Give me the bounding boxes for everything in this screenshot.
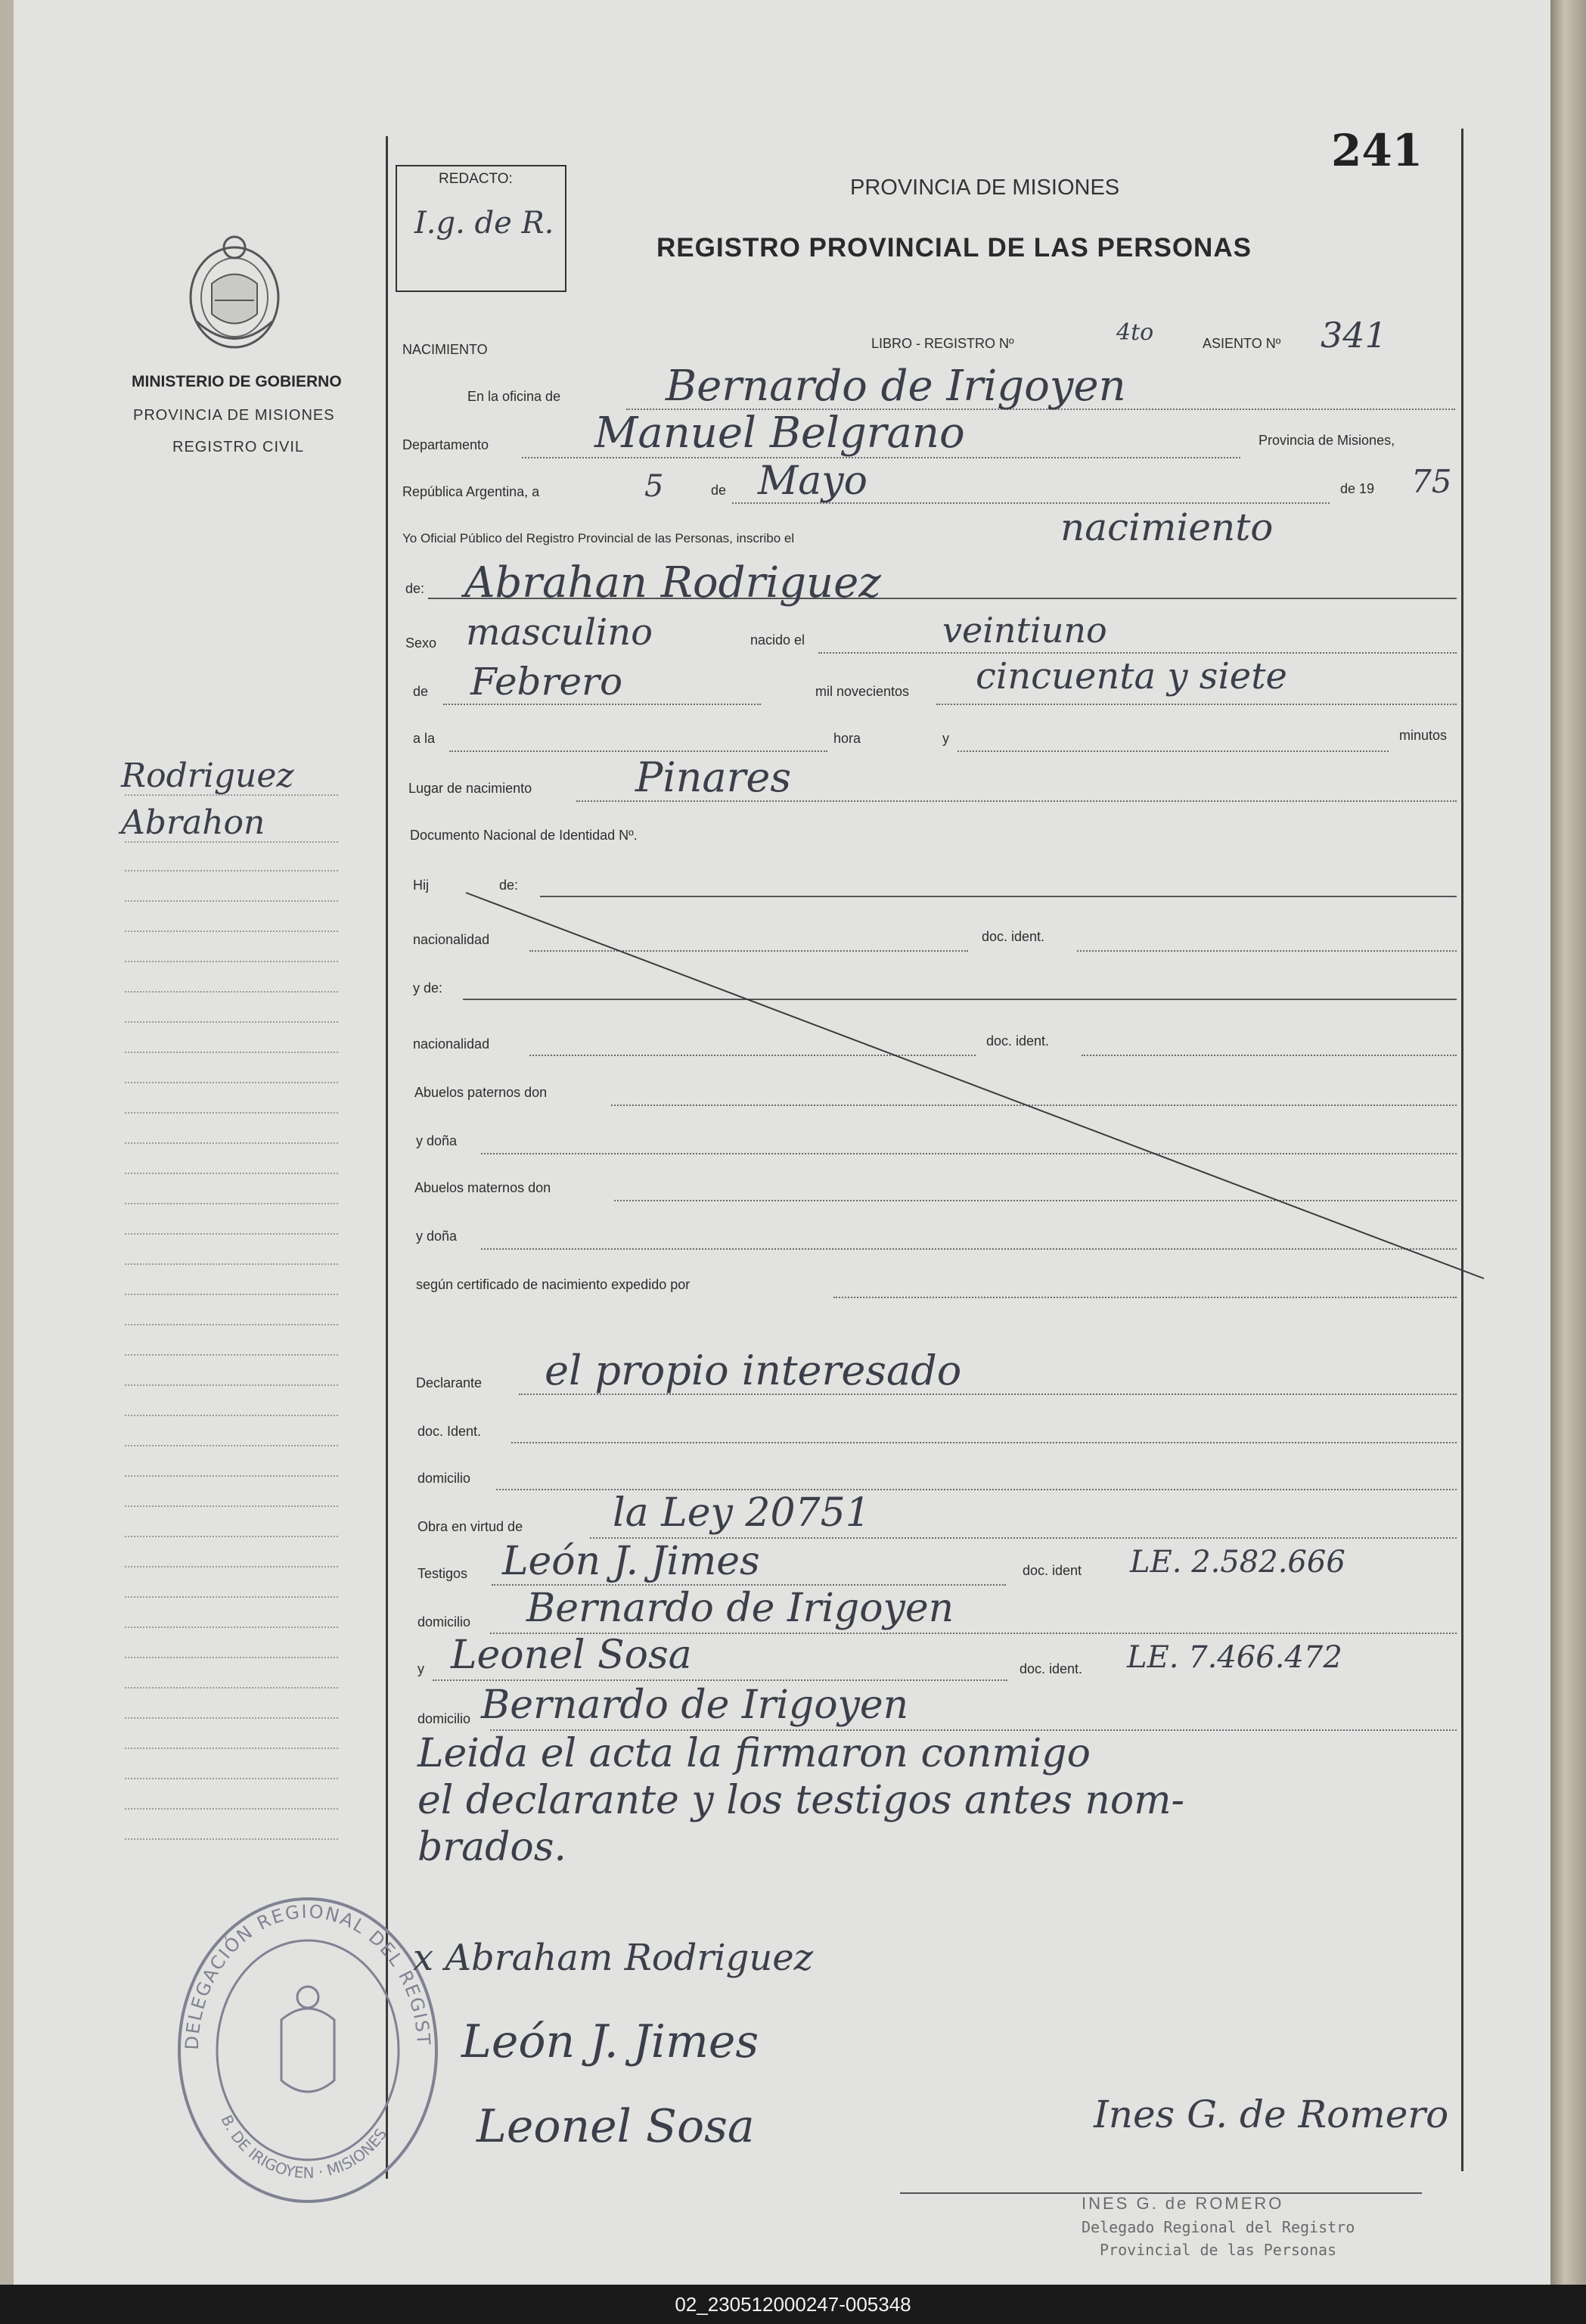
- doc-t2-value: LE. 7.466.472: [1127, 1640, 1342, 1675]
- closing-line-1: Leida el acta la firmaron conmigo: [417, 1731, 1091, 1776]
- redacto-label: REDACTO:: [439, 171, 513, 187]
- ministry-province: PROVINCIA DE MISIONES: [133, 407, 335, 424]
- name-de-label: de:: [405, 581, 425, 596]
- page-number: 241: [1331, 125, 1423, 176]
- signature-testigo2: Leonel Sosa: [476, 2100, 755, 2153]
- obra-value: la Ley 20751: [613, 1490, 871, 1536]
- docident-label: doc. Ident.: [417, 1424, 482, 1439]
- departamento-label: Departamento: [402, 437, 489, 452]
- svg-text:B. DE IRIGOYEN · MISIONES: [217, 2112, 390, 2182]
- y-t2-label: y: [417, 1661, 424, 1676]
- acto-value: nacimiento: [1060, 505, 1274, 549]
- officer-stamp-name: INES G. de ROMERO: [1082, 2194, 1284, 2213]
- dom-t1-value: Bernardo de Irigoyen: [526, 1586, 954, 1631]
- hij-de-label: de:: [499, 878, 519, 893]
- domicilio-label: domicilio: [417, 1471, 471, 1486]
- nacido-label: nacido el: [750, 632, 805, 648]
- dom-t2-value: Bernardo de Irigoyen: [481, 1682, 909, 1728]
- signature-officer: Ines G. de Romero: [1094, 2093, 1449, 2136]
- ydona1-label: y doña: [416, 1133, 458, 1148]
- oficina-value: Bernardo de Irigoyen: [666, 362, 1126, 411]
- republica-label: República Argentina, a: [402, 484, 540, 499]
- de2-label: de: [413, 684, 429, 699]
- inscribed-name: Abrahan Rodriguez: [464, 558, 881, 607]
- libro-value: 4to: [1116, 319, 1154, 346]
- year-label: de 19: [1340, 481, 1375, 496]
- fecha-de-label: de: [711, 483, 727, 498]
- testigo2-line: [433, 1679, 1007, 1681]
- mil-label: mil novecientos: [815, 684, 910, 699]
- testigo2-name: Leonel Sosa: [451, 1633, 692, 1678]
- hij-label: Hij: [413, 878, 429, 893]
- nacido-month: Febrero: [470, 660, 623, 704]
- ministry-title: MINISTERIO DE GOBIERNO: [132, 373, 342, 390]
- scan-id-footer: 02_230512000247-005348: [0, 2285, 1586, 2324]
- asiento-label: ASIENTO Nº: [1203, 336, 1281, 351]
- minutos-label: minutos: [1399, 728, 1448, 743]
- officer-title-2: Provincial de las Personas: [1100, 2241, 1337, 2259]
- nacido-day: veintiuno: [942, 610, 1107, 651]
- margin-surname: Rodriguez: [121, 757, 294, 795]
- officer-title-1: Delegado Regional del Registro: [1082, 2218, 1355, 2236]
- y-label: y: [942, 731, 949, 746]
- nacionalidad1-label: nacionalidad: [413, 932, 490, 947]
- record-type-label: NACIMIENTO: [402, 342, 488, 357]
- dom-t2-label: domicilio: [417, 1711, 471, 1726]
- svg-text:DELEGACIÓN REGIONAL DEL REGIST: [168, 1891, 434, 2050]
- ydona2-label: y doña: [416, 1229, 458, 1244]
- segun-label: según certificado de nacimiento expedido por: [416, 1277, 691, 1292]
- abuelos-maternos-label: Abuelos maternos don: [414, 1180, 551, 1195]
- signature-declarante: x Abraham Rodriguez: [413, 1937, 813, 1979]
- dom-t1-label: domicilio: [417, 1614, 471, 1630]
- ala-label: a la: [413, 731, 436, 746]
- redacto-value: I.g. de R.: [414, 206, 554, 241]
- yde-label: y de:: [413, 980, 443, 996]
- year-value: 75: [1411, 463, 1452, 500]
- oficial-label: Yo Oficial Público del Registro Provincial de las Personas, inscribo el: [402, 531, 795, 545]
- doc-t1-label: doc. ident: [1023, 1563, 1082, 1578]
- abuelos-paternos-label: Abuelos paternos don: [414, 1085, 548, 1100]
- fecha-month: Mayo: [758, 458, 867, 504]
- lugar-value: Pinares: [635, 753, 792, 801]
- header-province: PROVINCIA DE MISIONES: [850, 176, 1120, 200]
- official-seal: [168, 1891, 448, 2209]
- sexo-value: masculino: [466, 611, 653, 654]
- closing-line-2: el declarante y los testigos antes nom-: [417, 1778, 1185, 1823]
- doc-t2-label: doc. ident.: [1020, 1661, 1083, 1676]
- doc2-label: doc. ident.: [986, 1033, 1050, 1049]
- ministry-registry: REGISTRO CIVIL: [172, 439, 305, 455]
- header-registry: REGISTRO PROVINCIAL DE LAS PERSONAS: [656, 233, 1252, 263]
- sexo-label: Sexo: [405, 635, 437, 651]
- signature-testigo1: León J. Jimes: [461, 2015, 759, 2068]
- margin-name: Abrahon: [121, 803, 265, 842]
- seal-bottom-text: B. DE IRIGOYEN · MISIONES: [217, 2111, 391, 2183]
- libro-label: LIBRO - REGISTRO Nº: [871, 336, 1014, 351]
- asiento-value: 341: [1321, 315, 1387, 356]
- lugar-label: Lugar de nacimiento: [408, 781, 532, 796]
- seal-outer-text: DELEGACIÓN REGIONAL DEL REGIST: [181, 1900, 435, 2051]
- fecha-day: 5: [644, 469, 664, 504]
- doc1-label: doc. ident.: [982, 929, 1045, 944]
- provincia-label: Provincia de Misiones,: [1259, 433, 1395, 448]
- declarante-label: Declarante: [416, 1375, 483, 1390]
- nacionalidad2-label: nacionalidad: [413, 1036, 490, 1052]
- hora-label: hora: [833, 731, 861, 746]
- nacido-year: cincuenta y siete: [976, 655, 1287, 698]
- declarante-value: el propio interesado: [545, 1347, 962, 1394]
- testigo1-name: León J. Jimes: [502, 1539, 760, 1584]
- doc-t1-value: LE. 2.582.666: [1130, 1545, 1345, 1580]
- closing-line-3: brados.: [417, 1825, 566, 1870]
- docident-line: [511, 1442, 1457, 1443]
- testigos-label: Testigos: [417, 1566, 468, 1581]
- departamento-value: Manuel Belgrano: [594, 409, 965, 458]
- obra-label: Obra en virtud de: [417, 1519, 523, 1534]
- dni-label: Documento Nacional de Identidad Nº.: [410, 828, 638, 843]
- oficina-label: En la oficina de: [467, 389, 561, 404]
